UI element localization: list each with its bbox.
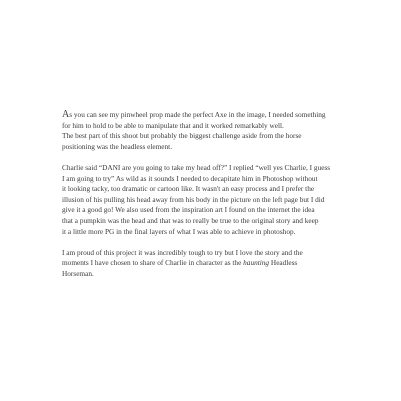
- text-line: Horseman.: [62, 268, 94, 278]
- paragraph-conclusion: [62, 248, 352, 280]
- text-line: Charlie said “DANI are you going to take my head off?” I replied “well yes Charlie, I guess: [62, 162, 331, 172]
- text-line: As you can see my pinwheel prop made the perfect Axe in the image, I needed something: [62, 109, 326, 120]
- body-text: [62, 110, 352, 290]
- text-line: illusion of his pulling his head away from his body in the picture on the left page but I did: [62, 194, 325, 204]
- text-line: positioning was the headless element.: [62, 141, 173, 151]
- text-line: The best part of this shoot but probably the biggest challenge aside from the horse: [62, 131, 302, 141]
- text-line: I am proud of this project it was incredibly tough to try but I love the story and the: [62, 247, 303, 257]
- text-line: give it a good go! We also used from the inspiration art I found on the internet the idea: [62, 205, 315, 215]
- paragraph-axe-prop: [62, 110, 352, 152]
- text-line: I am going to try” As wild as it sounds I needed to decapitate him in Photoshop without: [62, 173, 318, 183]
- text-line: it a little more PG in the final layers of what I was able to achieve in photoshop.: [62, 226, 296, 236]
- text-line: for him to hold to be able to manipulate that and it worked remarkably well.: [62, 120, 284, 130]
- text-line: that a pumpkin was the head and that was to really be true to the original story and keep: [62, 215, 319, 225]
- paragraph-headless-process: [62, 163, 352, 237]
- text-line: moments I have chosen to share of Charlie in character as the haunting Headless: [62, 258, 298, 268]
- drop-cap: A: [62, 109, 70, 120]
- text-line: it looking tacky, too dramatic or cartoon like. It wasn't an easy process and I prefer the: [62, 184, 315, 194]
- italic-emphasis: haunting: [243, 258, 270, 268]
